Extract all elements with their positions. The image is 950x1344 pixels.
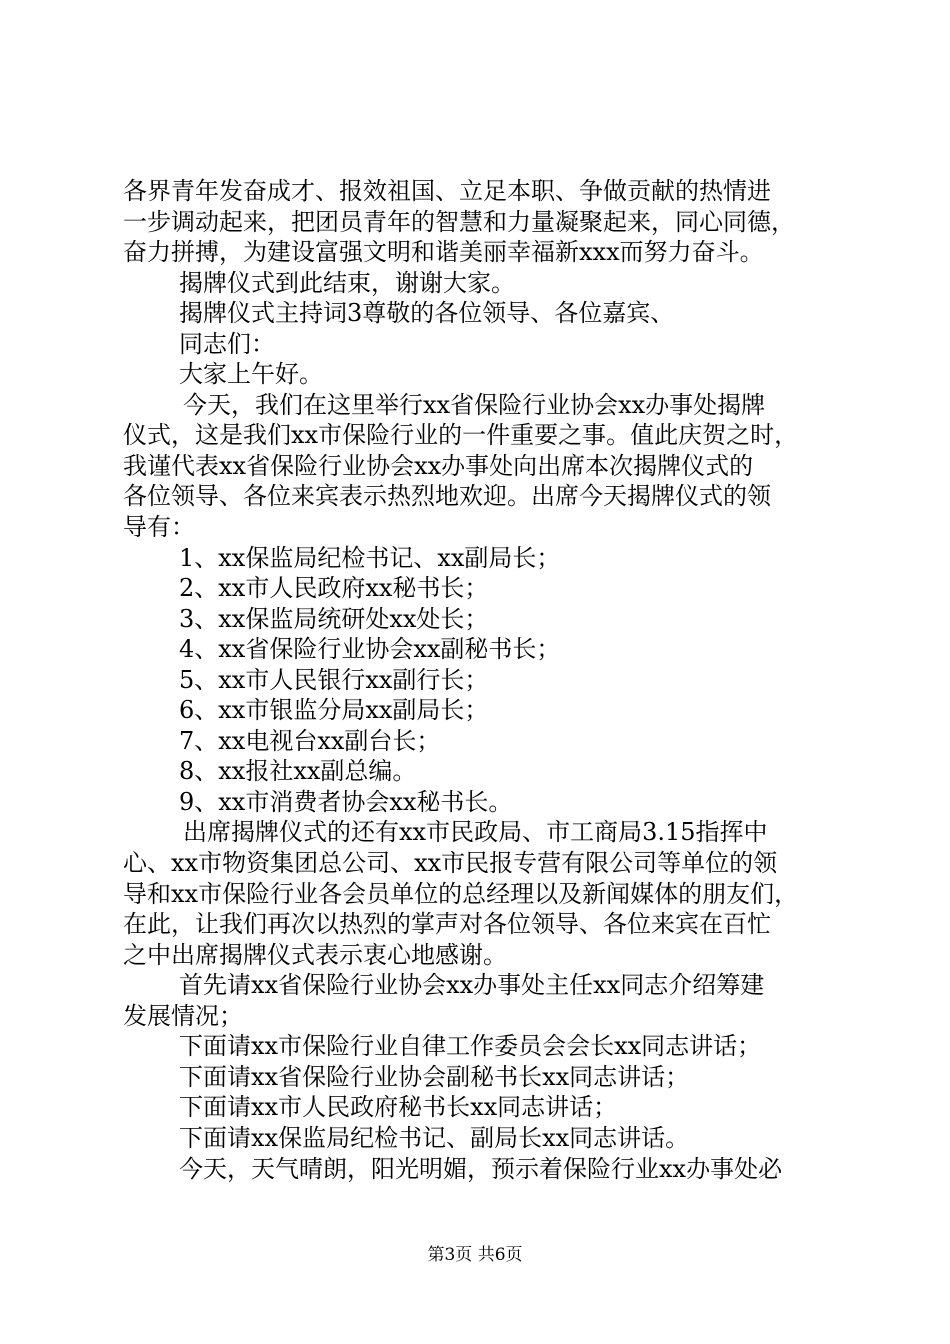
- text-line: 发展情况；: [123, 1001, 243, 1030]
- text-line: 导和xx市保险行业各会员单位的总经理以及新闻媒体的朋友们，: [123, 879, 799, 908]
- text-line: 今天，我们在这里举行xx省保险行业协会xx办事处揭牌: [183, 390, 766, 419]
- text-line: 下面请xx保监局纪检书记、副局长xx同志讲话。: [179, 1123, 690, 1152]
- text-line: 心、xx市物资集团总公司、xx市民报专营有限公司等单位的领: [123, 849, 778, 878]
- text-line: 揭牌仪式主持词3尊敬的各位领导、各位嘉宾、: [179, 299, 675, 328]
- text-line: 4、xx省保险行业协会xx副秘书长；: [179, 635, 561, 664]
- text-line: 今天，天气晴朗，阳光明媚，预示着保险行业xx办事处必: [179, 1154, 783, 1183]
- text-line: 8、xx报社xx副总编。: [179, 757, 417, 786]
- text-line: 2、xx市人民政府xx秘书长；: [179, 574, 489, 603]
- text-line: 出席揭牌仪式的还有xx市民政局、市工商局3.15指挥中: [183, 818, 768, 847]
- text-line: 仪式，这是我们xx市保险行业的一件重要之事。值此庆贺之时，: [123, 421, 799, 450]
- text-line: 下面请xx省保险行业协会副秘书长xx同志讲话；: [179, 1062, 690, 1091]
- text-line: 揭牌仪式到此结束，谢谢大家。: [179, 268, 515, 297]
- document-body: [123, 176, 835, 1184]
- text-line: 导有：: [123, 513, 195, 542]
- text-line: 6、xx市银监分局xx副局长；: [179, 696, 489, 725]
- text-line: 一步调动起来，把团员青年的智慧和力量凝聚起来，同心同德，: [123, 207, 795, 236]
- text-line: 9、xx市消费者协会xx秘书长。: [179, 787, 513, 816]
- text-line: 1、xx保监局纪检书记、xx副局长；: [179, 543, 561, 572]
- text-line: 首先请xx省保险行业协会xx办事处主任xx同志介绍筹建: [179, 971, 765, 1000]
- text-line: 7、xx电视台xx副台长；: [179, 726, 441, 755]
- text-line: 在此，让我们再次以热烈的掌声对各位领导、各位来宾在百忙: [123, 910, 771, 939]
- text-line: 之中出席揭牌仪式表示衷心地感谢。: [123, 940, 507, 969]
- text-line: 同志们：: [179, 329, 275, 358]
- text-line: 我谨代表xx省保险行业协会xx办事处向出席本次揭牌仪式的: [123, 451, 754, 480]
- text-line: 奋力拼搏，为建设富强文明和谐美丽幸福新xxx而努力奋斗。: [123, 238, 764, 267]
- text-line: 下面请xx市人民政府秘书长xx同志讲话；: [179, 1093, 618, 1122]
- text-line: 5、xx市人民银行xx副行长；: [179, 665, 489, 694]
- text-line: 下面请xx市保险行业自律工作委员会会长xx同志讲话；: [179, 1032, 762, 1061]
- text-line: 各位领导、各位来宾表示热烈地欢迎。出席今天揭牌仪式的领: [123, 482, 771, 511]
- text-line: 大家上午好。: [179, 360, 323, 389]
- text-line: 3、xx保监局统研处xx处长；: [179, 604, 489, 633]
- page-footer: 第3页 共6页: [427, 1245, 523, 1265]
- text-line: 各界青年发奋成才、报效祖国、立足本职、争做贡献的热情进: [123, 177, 771, 205]
